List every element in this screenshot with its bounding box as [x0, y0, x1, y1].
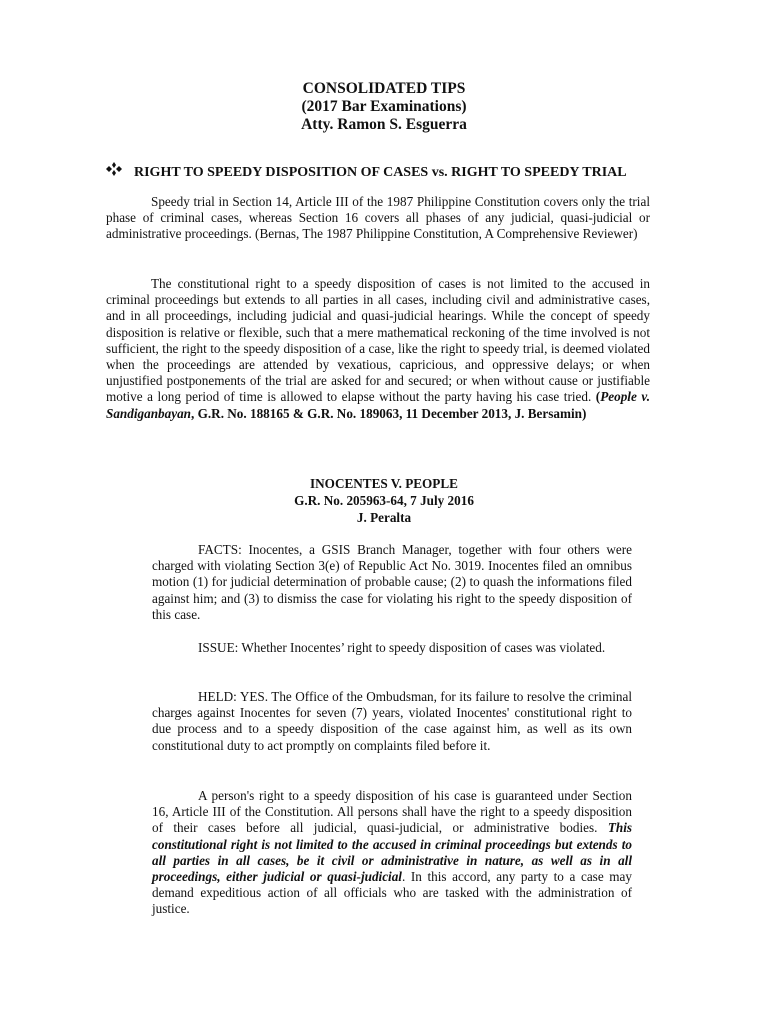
case-discussion-conclusion: . In this accord, any party to a case may demand expeditious action of all officials who are tasked with the administration of justice. [152, 869, 632, 917]
intro-paragraph-2 [106, 276, 650, 422]
topic-heading-row [106, 162, 627, 181]
citation-case-name: People v. Sandiganbayan [106, 389, 651, 421]
case-title: INOCENTES V. PEOPLE [310, 476, 458, 491]
case-discussion-emphasis: This constitutional right is not limited to the accused in criminal proceedings but extends to all parties in all cases, be it civil or administrative in nature, as well as in all proceedings, either judicial or quasi-judicial [152, 820, 632, 885]
diamond-bullet-icon [106, 162, 124, 181]
document-author: Atty. Ramon S. Esguerra [301, 116, 467, 133]
case-discussion [152, 788, 632, 918]
citation-details: , G.R. No. 188165 & G.R. No. 189063, 11 December 2013, J. Bersamin) [191, 405, 587, 421]
case-issue: ISSUE: Whether Inocentes’ right to speedy disposition of cases was violated. [198, 640, 606, 655]
intro-paragraph-2-text: The constitutional right to a speedy disposition of cases is not limited to the accused in criminal proceedings but extends to all parties in all cases, including civil and administrative cases, and in all proceedings, including judicial and quasi-judicial hearings. While the concept of speedy disposition is relative or flexible, such that a mere mathematical reckoning of the time involved is not sufficient, the right to the speedy disposition of a case, like the right to speedy trial, is deemed violated when the proceedings are attended by vexatious, capricious, and oppressive delays; or when unjustified postponements of the trial are asked for and secured; or when without cause or justifiable motive a long period of time is allowed to elapse without the party having his case tried. [106, 276, 650, 405]
case-held: HELD: YES. The Office of the Ombudsman, for its failure to resolve the criminal charges against Inocentes for seven (7) years, violated Inocentes' constitutional right to due process and to a speedy disposition of the case against him, as well as its own constitutional duty to act promptly on complaints filed before it. [152, 689, 632, 753]
topic-heading: RIGHT TO SPEEDY DISPOSITION OF CASES vs. RIGHT TO SPEEDY TRIAL [134, 165, 627, 180]
document-subtitle: (2017 Bar Examinations) [301, 98, 467, 115]
case-facts: FACTS: Inocentes, a GSIS Branch Manager, together with four others were charged with violating Section 3(e) of Republic Act No. 3019. Inocentes filed an omnibus motion (1) for judicial determination of probable cause; (2) to quash the informations filed against him; and (3) to dismiss the case for violating his right to the speedy disposition of this case. [152, 542, 632, 622]
document-title: CONSOLIDATED TIPS [302, 80, 466, 97]
citation-open: ( [595, 389, 601, 405]
case-gr-number: G.R. No. 205963-64, 7 July 2016 [294, 493, 474, 508]
case-ponente: J. Peralta [356, 510, 412, 525]
intro-paragraph-1: Speedy trial in Section 14, Article III of the 1987 Philippine Constitution covers only the trial phase of criminal cases, whereas Section 16 covers all phases of any judicial, quasi-judicial or administrative proceedings. (Bernas, The 1987 Philippine Constitution, A Comprehensive Reviewer) [106, 194, 650, 242]
case-discussion-text: A person's right to a speedy disposition of his case is guaranteed under Section 16, Article III of the Constitution. All persons shall have the right to a speedy disposition of their cases before all judicial, quasi-judicial, or administrative bodies. [152, 788, 632, 836]
